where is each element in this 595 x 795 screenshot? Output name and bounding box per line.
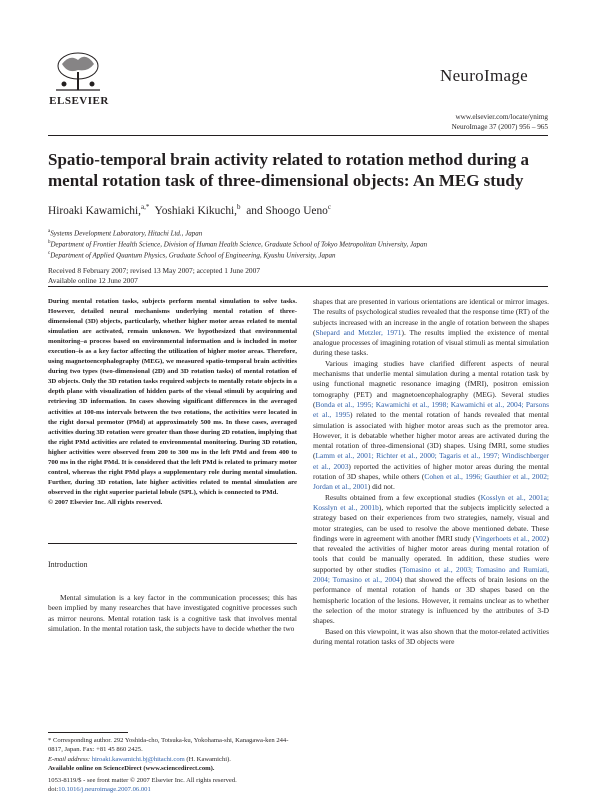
citation-link[interactable]: Tomasino et al., 2003; Tomasino and Rumiati, 2004; Tomasino et al., 2004 bbox=[313, 564, 549, 585]
email-link[interactable]: hiroaki.kawamichi.bj@hitachi.com bbox=[91, 755, 185, 763]
received-dates: Received 8 February 2007; revised 13 May 2007; accepted 1 June 2007 bbox=[48, 266, 261, 275]
author-mark[interactable]: c bbox=[327, 203, 331, 211]
citation-link[interactable]: Vingerhoets et al., 2002 bbox=[475, 533, 547, 543]
page-footer: 1053-8119/$ - see front matter © 2007 Elsevier Inc. All rights reserved. doi:10.1016/j.neuroimage.2007.06.001 bbox=[48, 776, 308, 795]
citation-link[interactable]: Cohen et al., 1996; Gauthier et al., 2002; Jordan et al., 2001 bbox=[313, 472, 549, 492]
header-rule bbox=[48, 135, 548, 136]
abstract-rule bbox=[48, 543, 297, 544]
abstract-copyright: © 2007 Elsevier Inc. All rights reserved. bbox=[48, 498, 163, 506]
affiliation: $^b$Department of Frontier Health Science, Division of Human Health Science, Graduate School of Tokyo Metropolitan University, Japan bbox=[48, 240, 428, 249]
online-date: Available online 12 June 2007 bbox=[48, 276, 138, 285]
title-rule bbox=[48, 286, 548, 287]
body-paragraph: Various imaging studies have clarified different aspects of neural mechanisms that underlie mental simulation during a mental rotation task by using functional magnetic resonance imaging (fMRI), positron emission tomography (PET) and magnetoencephalography (MEG). Several studies (Bonda et al., 1995; Kawamichi et al., 1998; Kawamichi et al., 2004; Parsons et al., 1995) related to the mental rotation of hands revealed that mental simulation is associated with higher motor areas such as the premotor area. However, it is debatable whether higher motor areas are activated during the mental rotation of three-dimensional (3D) shapes. Using fMRI, some studies (Lamm et al., 2001; Richter et al., 2000; Tagaris et al., 1997; Windischberger et al., 2003) reported the activities of higher motor areas during the mental rotation of 3D shapes, while others (Cohen et al., 1996; Gauthier et al., 2002; Jordan et al., 2001) did not. bbox=[313, 358, 549, 492]
author-name: and Shoogo Ueno bbox=[246, 204, 328, 217]
journal-url[interactable]: www.elsevier.com/locate/ynimg bbox=[455, 113, 548, 121]
journal-citation: NeuroImage 37 (2007) 956 – 965 bbox=[451, 123, 548, 131]
body-right-column bbox=[313, 297, 549, 647]
body-paragraph: Based on this viewpoint, it was also shown that the motor-related activities during mental rotation tasks of 3D objects were bbox=[313, 626, 549, 646]
author-list bbox=[48, 203, 548, 217]
author-name: Yoshiaki Kikuchi, bbox=[154, 204, 238, 217]
corresponding-author: * Corresponding author. 292 Yoshida-cho, Totsuka-ku, Yokohama-shi, Kanagawa-ken 244-0817, Japan. Fax: +81 45 860 2425. bbox=[48, 737, 289, 754]
citation-link[interactable]: Shepard and Metzler, 1971 bbox=[315, 327, 402, 337]
body-paragraph: shapes that are presented in various orientations are identical or mirror images. The results of psychological studies revealed that the response time (RT) of the subjects increased with an increase in the angle of rotation between the shapes (Shepard and Metzler, 1971). The results implied the existence of mental analogue processes of imagining rotation of visual stimuli as mental simulation during these tasks. bbox=[313, 297, 549, 358]
author-mark[interactable]: b bbox=[237, 203, 241, 211]
article-title: Spatio-temporal brain activity related to rotation method during a mental rotation task of three-dimensional objects: An MEG study bbox=[48, 150, 530, 190]
elsevier-tree-logo bbox=[48, 50, 108, 94]
author-mark[interactable]: a,* bbox=[141, 203, 150, 211]
body-paragraph: Results obtained from a few exceptional studies (Kosslyn et al., 2001a; Kosslyn et al., 2001b), which reported that the subjects implicitly selected a strategy based on their experiences from two strategies, namely, visual and motor strategies, can be used to resolve the above mentioned debate. These findings were in agreement with another fMRI study (Vingerhoets et al., 2002) that revealed the activities of higher motor areas during mental rotation of tools that could be manually operated. In addition, these studies were supported by other studies (Tomasino et al., 2003; Tomasino and Rumiati, 2004; Tomasino et al., 2004) that showed the effects of brain lesions on the performance of mental rotation of hands or 3D shapes based on the hemispheric location of the lesions. However, it remains unclear as to whether the selection of the motor strategy is influenced by the attributes of 3-D shapes. bbox=[313, 492, 549, 626]
publisher-name: ELSEVIER bbox=[49, 95, 109, 107]
sciencedirect-note: Available online on ScienceDirect (www.sciencedirect.com). bbox=[48, 765, 215, 773]
affiliation: $^c$Department of Applied Quantum Physics, Graduate School of Engineering, Kyushu University, Japan bbox=[48, 251, 336, 260]
footnote: * Corresponding author. 292 Yoshida-cho, Totsuka-ku, Yokohama-shi, Kanagawa-ken 244-0817, Japan. Fax: +81 45 860 2425. E-mail address: hiroaki.kawamichi.bj@hitachi.com (H. Kawamichi). Available online on ScienceDirect (www.sciencedirect.com). bbox=[48, 736, 297, 774]
author-name: Hiroaki Kawamichi, bbox=[48, 204, 141, 217]
issn-line: 1053-8119/$ - see front matter © 2007 Elsevier Inc. All rights reserved. bbox=[48, 777, 237, 784]
footnote-rule bbox=[48, 732, 128, 733]
citation-link[interactable]: Kosslyn et al., 2001a; Kosslyn et al., 2001b bbox=[313, 492, 549, 512]
doi-link[interactable]: 10.1016/j.neuroimage.2007.06.001 bbox=[58, 786, 151, 794]
abstract bbox=[48, 297, 297, 508]
intro-paragraph: Mental simulation is a key factor in the communication processes; this has been implied by many researches that have investigated cognitive processes such as mirror neurons. Mental rotation task is a cognitive task that involves mental simulation. In the mental rotation task, the subjects have to decide whether the two bbox=[48, 593, 297, 633]
citation-link[interactable]: Bonda et al., 1995; Kawamichi et al., 1998; Kawamichi et al., 2004; Parsons et al., 1995 bbox=[313, 399, 549, 420]
abstract-text: During mental rotation tasks, subjects perform mental simulation to solve tasks. However, detailed neural mechanisms underlying mental rotation of three-dimensional (3D) objects, particularly, whether higher motor areas related to mental simulation are activated, remain unknown. We hypothesized that environmental monitoring–a process based on environmental information and is included in motor execution–is as a key factor affecting the utilization of higher motor areas. Therefore, using magnetoencephalography (MEG), we measured spatio-temporal brain activities during two types (two-dimensional (2D) and 3D rotation tasks) of mental rotation of 3D objects. Only the 3D rotation tasks required subjects to mentally rotate objects in a depth plane with visualization of hidden parts of the visual stimuli by acquiring and retrieving 3D information. In cases showing significant differences in the averaged activities at 100-ms intervals between the two rotations, the activities were located in the right dorsal premotor (PMd) at approximately 500 ms. In these cases, averaged activities during 3D rotation were greater than those during 2D rotation, implying that the right PMd activities are related to environmental monitoring. During 3D rotation, higher activities were observed from 200 to 300 ms in the left PMd and from 400 to 700 ms in the right PMd. It is considered that the left PMd is related to primary motor control, whereas the right PMd plays a supplementary role during mental simulation. Further, during 3D rotation, late higher activities related to mental simulation are observed in the right superior parietal lobule (SPL), which is connected to PMd. bbox=[48, 298, 297, 496]
journal-name: NeuroImage bbox=[440, 66, 528, 85]
citation-link[interactable]: Lamm et al., 2001; Richter et al., 2000; Tagaris et al., 1997; Windischberger et al., 2003 bbox=[313, 451, 549, 471]
section-heading: Introduction bbox=[48, 560, 88, 569]
affiliation: $^a$Systems Development Laboratory, Hitachi Ltd., Japan bbox=[48, 229, 203, 238]
